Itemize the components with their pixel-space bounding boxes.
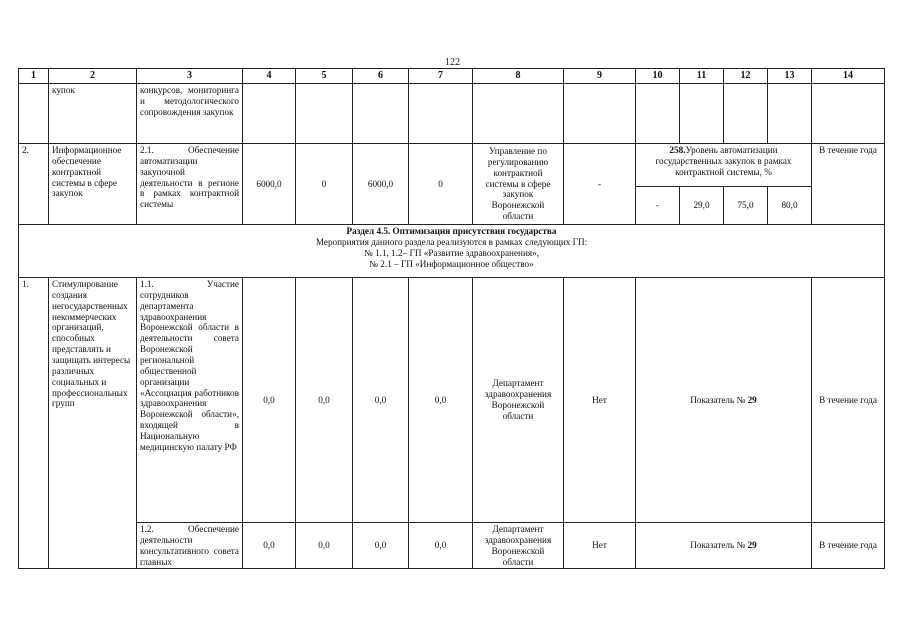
cell-number: 1. <box>19 278 49 569</box>
indicator-number: 258. <box>669 145 686 155</box>
col-header-10: 10 <box>636 69 680 84</box>
col-header-4: 4 <box>243 69 296 84</box>
col-header-7: 7 <box>409 69 473 84</box>
col-header-2: 2 <box>49 69 137 84</box>
cell-col6: 6000,0 <box>353 144 409 225</box>
col-header-8: 8 <box>473 69 564 84</box>
cell-col9: - <box>564 144 636 225</box>
section-row <box>19 225 885 278</box>
col-header-13: 13 <box>768 69 812 84</box>
cell-activity: 1.2. Обеспечение деятельности консультативного совета главных <box>137 523 243 569</box>
cell-indicator <box>636 144 812 187</box>
indicator-text: Уровень автоматизации государственных закупок в рамках контрактной системы, % <box>655 145 792 177</box>
cell-col13: 80,0 <box>768 187 812 225</box>
col-header-3: 3 <box>137 69 243 84</box>
cell-col7: 0,0 <box>409 523 473 569</box>
cell-col11: 29,0 <box>680 187 724 225</box>
table-row <box>19 84 885 144</box>
col-header-14: 14 <box>812 69 885 84</box>
cell-col12: 75,0 <box>724 187 768 225</box>
table-row <box>19 144 885 187</box>
cell-term: В течение года <box>812 278 885 523</box>
section-line-1: Мероприятия данного раздела реализуются в рамках следующих ГП: <box>315 236 588 247</box>
cell-col5: 0 <box>296 144 353 225</box>
col-header-11: 11 <box>680 69 724 84</box>
section-line-3: № 2.1 – ГП «Информационное общество» <box>369 258 534 269</box>
cell-activity: 1.1. Участие сотрудников департамента здравоохранения Воронежской области в деятельности совета Воронежской региональной общественной организации «Ассоциация работников здравоохранения Воронежской области», входящей в Национальную медицинскую палату РФ <box>137 278 243 523</box>
cell-term: В течение года <box>812 144 885 225</box>
cell-name-continued: купок <box>49 84 137 144</box>
cell-col7: 0,0 <box>409 278 473 523</box>
measures-table <box>18 68 885 569</box>
cell-col10: - <box>636 187 680 225</box>
section-line-2: № 1.1, 1.2– ГП «Развитие здравоохранения», <box>364 247 539 258</box>
cell-activity: 2.1. Обеспечение автоматизации закупочной деятельности в регионе в рамках контрактной системы <box>137 144 243 225</box>
cell-col5: 0,0 <box>296 278 353 523</box>
cell-indicator <box>636 278 812 523</box>
cell-activity-continued: конкурсов, мониторинга и методологического сопровождения закупок <box>137 84 243 144</box>
cell-col4: 0,0 <box>243 278 296 523</box>
cell-executor: Департамент здравоохранения Воронежской области <box>473 523 564 569</box>
indicator-number: 29 <box>747 394 757 405</box>
cell-indicator <box>636 523 812 569</box>
section-title: Раздел 4.5. Оптимизация присутствия государства <box>346 226 557 236</box>
cell-executor: Управление по регулированию контрактной системы в сфере закупок Воронежской области <box>473 144 564 225</box>
cell-name: Информационное обеспечение контрактной системы в сфере закупок <box>49 144 137 225</box>
cell-number: 2. <box>19 144 49 225</box>
table-row <box>19 278 885 523</box>
col-header-5: 5 <box>296 69 353 84</box>
cell-col6: 0,0 <box>353 523 409 569</box>
cell-col4: 0,0 <box>243 523 296 569</box>
page-number: 122 <box>445 57 460 68</box>
cell-col7: 0 <box>409 144 473 225</box>
cell-col4: 6000,0 <box>243 144 296 225</box>
cell-col9: Нет <box>564 523 636 569</box>
cell-col5: 0,0 <box>296 523 353 569</box>
header-row <box>19 69 885 84</box>
col-header-9: 9 <box>564 69 636 84</box>
indicator-label: Показатель № <box>690 540 748 551</box>
indicator-number: 29 <box>747 540 757 551</box>
cell-term: В течение года <box>812 523 885 569</box>
indicator-label: Показатель № <box>690 394 748 405</box>
col-header-6: 6 <box>353 69 409 84</box>
section-header <box>19 225 885 278</box>
col-header-12: 12 <box>724 69 768 84</box>
cell-col6: 0,0 <box>353 278 409 523</box>
cell-name: Стимулирование создания негосударственных некоммерческих организаций, способных представлять и защищать интересы различных социальных и профессиональных групп <box>49 278 137 569</box>
cell-col9: Нет <box>564 278 636 523</box>
cell-executor: Департамент здравоохранения Воронежской области <box>473 278 564 523</box>
table-row <box>19 523 885 569</box>
col-header-1: 1 <box>19 69 49 84</box>
